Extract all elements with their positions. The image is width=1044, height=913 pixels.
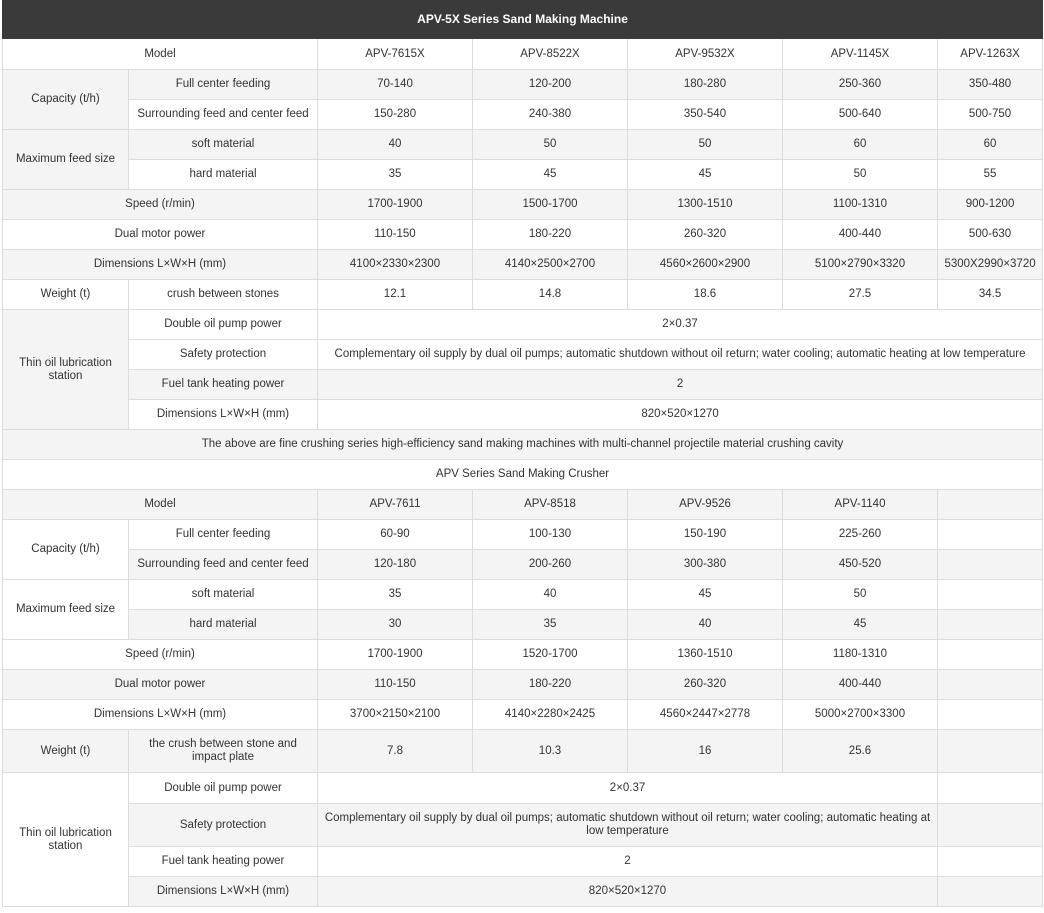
t1-dims-4: 5100×2790×3320 bbox=[783, 250, 938, 280]
t2-empty-cell bbox=[938, 700, 1043, 730]
t1-weight-label: Weight (t) bbox=[3, 280, 129, 310]
t1-capacity-label: Capacity (t/h) bbox=[3, 70, 129, 130]
t1-pump-value: 2×0.37 bbox=[318, 310, 1043, 340]
t2-tank-row bbox=[3, 847, 1043, 877]
t1-weight-5: 34.5 bbox=[938, 280, 1043, 310]
t2-motor-row bbox=[3, 670, 1043, 700]
t2-weight-2: 10.3 bbox=[473, 730, 628, 773]
t1-title-row bbox=[3, 1, 1043, 39]
t1-weight-2: 14.8 bbox=[473, 280, 628, 310]
t2-soft-row bbox=[3, 580, 1043, 610]
t1-surround-5: 500-750 bbox=[938, 100, 1043, 130]
t1-motor-label: Dual motor power bbox=[3, 220, 318, 250]
t1-speed-5: 900-1200 bbox=[938, 190, 1043, 220]
t2-empty-cell bbox=[938, 520, 1043, 550]
t2-weight-1: 7.8 bbox=[318, 730, 473, 773]
t1-surround-4: 500-640 bbox=[783, 100, 938, 130]
t2-full-center-2: 100-130 bbox=[473, 520, 628, 550]
t2-empty-cell bbox=[938, 804, 1043, 847]
t2-surround-2: 200-260 bbox=[473, 550, 628, 580]
t2-soft-2: 40 bbox=[473, 580, 628, 610]
t2-model-1: APV-7611 bbox=[318, 490, 473, 520]
t2-lube-label: Thin oil lubrication station bbox=[3, 773, 129, 907]
t2-motor-3: 260-320 bbox=[628, 670, 783, 700]
t2-lube-dims-label: Dimensions L×W×H (mm) bbox=[129, 877, 318, 907]
t1-soft-label: soft material bbox=[129, 130, 318, 160]
t2-dims-4: 5000×2700×3300 bbox=[783, 700, 938, 730]
t1-note: The above are fine crushing series high-efficiency sand making machines with multi-channel projectile material crushing cavity bbox=[3, 430, 1043, 460]
t1-full-center-1: 70-140 bbox=[318, 70, 473, 100]
t2-hard-3: 40 bbox=[628, 610, 783, 640]
t1-hard-2: 45 bbox=[473, 160, 628, 190]
t2-hard-label: hard material bbox=[129, 610, 318, 640]
t1-weight-4: 27.5 bbox=[783, 280, 938, 310]
t2-lube-dims-value: 820×520×1270 bbox=[318, 877, 938, 907]
t1-dims-row bbox=[3, 250, 1043, 280]
t2-speed-3: 1360-1510 bbox=[628, 640, 783, 670]
t1-full-center-3: 180-280 bbox=[628, 70, 783, 100]
t1-dims-5: 5300X2990×3720 bbox=[938, 250, 1043, 280]
t1-soft-4: 60 bbox=[783, 130, 938, 160]
t1-pump-label: Double oil pump power bbox=[129, 310, 318, 340]
t2-weight-sub: the crush between stone and impact plate bbox=[129, 730, 318, 773]
t1-dims-2: 4140×2500×2700 bbox=[473, 250, 628, 280]
t1-soft-row bbox=[3, 130, 1043, 160]
t2-motor-4: 400-440 bbox=[783, 670, 938, 700]
t2-empty-cell bbox=[938, 550, 1043, 580]
t1-safety-row bbox=[3, 340, 1043, 370]
t1-soft-1: 40 bbox=[318, 130, 473, 160]
t1-surround-label: Surrounding feed and center feed bbox=[129, 100, 318, 130]
t1-dims-label: Dimensions L×W×H (mm) bbox=[3, 250, 318, 280]
t2-full-center-4: 225-260 bbox=[783, 520, 938, 550]
t2-pump-value: 2×0.37 bbox=[318, 773, 938, 804]
t2-speed-4: 1180-1310 bbox=[783, 640, 938, 670]
t2-hard-4: 45 bbox=[783, 610, 938, 640]
t1-motor-4: 400-440 bbox=[783, 220, 938, 250]
t2-dims-2: 4140×2280×2425 bbox=[473, 700, 628, 730]
t2-weight-4: 25.6 bbox=[783, 730, 938, 773]
t2-capacity-label: Capacity (t/h) bbox=[3, 520, 129, 580]
t1-tank-value: 2 bbox=[318, 370, 1043, 400]
t2-model-2: APV-8518 bbox=[473, 490, 628, 520]
t1-speed-1: 1700-1900 bbox=[318, 190, 473, 220]
t1-weight-1: 12.1 bbox=[318, 280, 473, 310]
t1-pump-row bbox=[3, 310, 1043, 340]
t2-max-feed-label: Maximum feed size bbox=[3, 580, 129, 640]
t1-full-center-label: Full center feeding bbox=[129, 70, 318, 100]
t2-model-label: Model bbox=[3, 490, 318, 520]
t1-soft-5: 60 bbox=[938, 130, 1043, 160]
t1-full-center-2: 120-200 bbox=[473, 70, 628, 100]
t2-hard-row bbox=[3, 610, 1043, 640]
t1-model-3: APV-9532X bbox=[628, 39, 783, 70]
t1-hard-label: hard material bbox=[129, 160, 318, 190]
t1-surround-2: 240-380 bbox=[473, 100, 628, 130]
t1-tank-label: Fuel tank heating power bbox=[129, 370, 318, 400]
t2-soft-4: 50 bbox=[783, 580, 938, 610]
t2-soft-label: soft material bbox=[129, 580, 318, 610]
t1-surround-row bbox=[3, 100, 1043, 130]
t1-tank-row bbox=[3, 370, 1043, 400]
t2-speed-1: 1700-1900 bbox=[318, 640, 473, 670]
t1-hard-1: 35 bbox=[318, 160, 473, 190]
t1-surround-1: 150-280 bbox=[318, 100, 473, 130]
t1-model-label: Model bbox=[3, 39, 318, 70]
t1-model-2: APV-8522X bbox=[473, 39, 628, 70]
t1-speed-4: 1100-1310 bbox=[783, 190, 938, 220]
t2-surround-1: 120-180 bbox=[318, 550, 473, 580]
t1-model-5: APV-1263X bbox=[938, 39, 1043, 70]
t1-speed-row bbox=[3, 190, 1043, 220]
t1-weight-sub: crush between stones bbox=[129, 280, 318, 310]
t1-hard-row bbox=[3, 160, 1043, 190]
t1-safety-label: Safety protection bbox=[129, 340, 318, 370]
t1-soft-2: 50 bbox=[473, 130, 628, 160]
t2-motor-2: 180-220 bbox=[473, 670, 628, 700]
t2-full-center-row bbox=[3, 520, 1043, 550]
t2-dims-row bbox=[3, 700, 1043, 730]
t1-model-4: APV-1145X bbox=[783, 39, 938, 70]
t1-lube-dims-label: Dimensions L×W×H (mm) bbox=[129, 400, 318, 430]
t2-motor-1: 110-150 bbox=[318, 670, 473, 700]
t2-motor-label: Dual motor power bbox=[3, 670, 318, 700]
t2-hard-1: 30 bbox=[318, 610, 473, 640]
t2-dims-1: 3700×2150×2100 bbox=[318, 700, 473, 730]
t1-note-row bbox=[3, 430, 1043, 460]
t1-dims-3: 4560×2600×2900 bbox=[628, 250, 783, 280]
t1-speed-3: 1300-1510 bbox=[628, 190, 783, 220]
t2-speed-2: 1520-1700 bbox=[473, 640, 628, 670]
t2-surround-row bbox=[3, 550, 1043, 580]
t2-empty-cell bbox=[938, 490, 1043, 520]
t2-speed-row bbox=[3, 640, 1043, 670]
t1-speed-label: Speed (r/min) bbox=[3, 190, 318, 220]
t1-full-center-5: 350-480 bbox=[938, 70, 1043, 100]
t1-lube-dims-value: 820×520×1270 bbox=[318, 400, 1043, 430]
t1-motor-3: 260-320 bbox=[628, 220, 783, 250]
t2-model-row bbox=[3, 490, 1043, 520]
t2-full-center-label: Full center feeding bbox=[129, 520, 318, 550]
t1-model-row bbox=[3, 39, 1043, 70]
t2-tank-value: 2 bbox=[318, 847, 938, 877]
t2-tank-label: Fuel tank heating power bbox=[129, 847, 318, 877]
t2-pump-row bbox=[3, 773, 1043, 804]
t1-surround-3: 350-540 bbox=[628, 100, 783, 130]
t2-full-center-3: 150-190 bbox=[628, 520, 783, 550]
sand-making-spec-table bbox=[2, 0, 1043, 907]
t2-soft-1: 35 bbox=[318, 580, 473, 610]
t2-speed-label: Speed (r/min) bbox=[3, 640, 318, 670]
t1-motor-5: 500-630 bbox=[938, 220, 1043, 250]
t1-max-feed-label: Maximum feed size bbox=[3, 130, 129, 190]
t1-hard-4: 50 bbox=[783, 160, 938, 190]
t2-safety-row bbox=[3, 804, 1043, 847]
t2-empty-cell bbox=[938, 640, 1043, 670]
t1-motor-row bbox=[3, 220, 1043, 250]
t1-full-center-4: 250-360 bbox=[783, 70, 938, 100]
t2-full-center-1: 60-90 bbox=[318, 520, 473, 550]
t2-soft-3: 45 bbox=[628, 580, 783, 610]
t1-hard-5: 55 bbox=[938, 160, 1043, 190]
t2-surround-4: 450-520 bbox=[783, 550, 938, 580]
t2-surround-3: 300-380 bbox=[628, 550, 783, 580]
t1-soft-3: 50 bbox=[628, 130, 783, 160]
t2-title-row bbox=[3, 460, 1043, 490]
t2-model-4: APV-1140 bbox=[783, 490, 938, 520]
t1-model-1: APV-7615X bbox=[318, 39, 473, 70]
t2-lube-dims-row bbox=[3, 877, 1043, 907]
t2-safety-label: Safety protection bbox=[129, 804, 318, 847]
t2-empty-cell bbox=[938, 580, 1043, 610]
t2-weight-label: Weight (t) bbox=[3, 730, 129, 773]
t1-safety-value: Complementary oil supply by dual oil pumps; automatic shutdown without oil return; water cooling; automatic heating at low temperature bbox=[318, 340, 1043, 370]
t1-dims-1: 4100×2330×2300 bbox=[318, 250, 473, 280]
t1-weight-row bbox=[3, 280, 1043, 310]
t1-lube-label: Thin oil lubrication station bbox=[3, 310, 129, 430]
t1-full-center-row bbox=[3, 70, 1043, 100]
t2-safety-value: Complementary oil supply by dual oil pumps; automatic shutdown without oil return; water cooling; automatic heating at low temperature bbox=[318, 804, 938, 847]
t2-model-3: APV-9526 bbox=[628, 490, 783, 520]
t2-empty-cell bbox=[938, 877, 1043, 907]
t2-dims-label: Dimensions L×W×H (mm) bbox=[3, 700, 318, 730]
t2-empty-cell bbox=[938, 670, 1043, 700]
t1-motor-2: 180-220 bbox=[473, 220, 628, 250]
t2-empty-cell bbox=[938, 610, 1043, 640]
t2-weight-3: 16 bbox=[628, 730, 783, 773]
t1-weight-3: 18.6 bbox=[628, 280, 783, 310]
t2-surround-label: Surrounding feed and center feed bbox=[129, 550, 318, 580]
t1-speed-2: 1500-1700 bbox=[473, 190, 628, 220]
t2-dims-3: 4560×2447×2778 bbox=[628, 700, 783, 730]
t2-hard-2: 35 bbox=[473, 610, 628, 640]
t1-motor-1: 110-150 bbox=[318, 220, 473, 250]
t2-empty-cell bbox=[938, 847, 1043, 877]
t2-weight-row bbox=[3, 730, 1043, 773]
t1-hard-3: 45 bbox=[628, 160, 783, 190]
t2-empty-cell bbox=[938, 730, 1043, 773]
t1-title: APV-5X Series Sand Making Machine bbox=[3, 1, 1043, 39]
t2-title: APV Series Sand Making Crusher bbox=[3, 460, 1043, 490]
t2-pump-label: Double oil pump power bbox=[129, 773, 318, 804]
t2-empty-cell bbox=[938, 773, 1043, 804]
t1-lube-dims-row bbox=[3, 400, 1043, 430]
